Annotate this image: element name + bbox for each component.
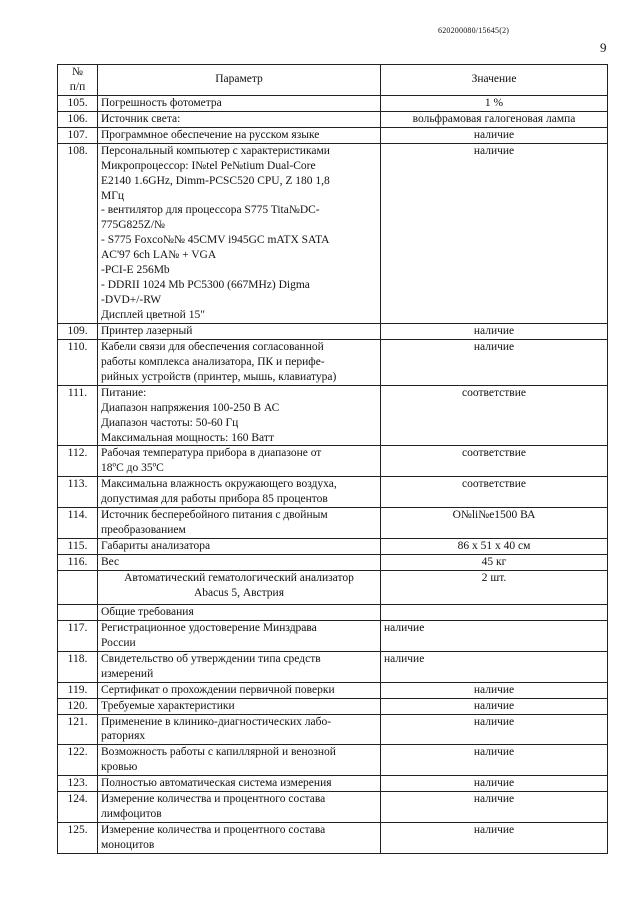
parameter-line: 18ºС до 35ºС bbox=[101, 462, 164, 475]
parameter-line: Максимальна влажность окружающего воздуха, bbox=[101, 478, 337, 491]
header-num-line1: № bbox=[72, 66, 83, 78]
spec-table bbox=[57, 64, 608, 854]
row-number: 122. bbox=[58, 745, 98, 776]
row-value: наличие bbox=[381, 776, 608, 792]
parameter-line: Персональный компьютер с характеристиками bbox=[101, 144, 330, 157]
row-value: наличие bbox=[381, 792, 608, 823]
row-parameter bbox=[98, 111, 381, 127]
row-parameter bbox=[98, 745, 381, 776]
parameter-line: Диапазон напряжения 100-250 В АС bbox=[101, 401, 280, 414]
row-parameter bbox=[98, 682, 381, 698]
row-number: 124. bbox=[58, 792, 98, 823]
parameter-line: - вентилятор для процессора S775 Tita№DC- bbox=[101, 204, 320, 217]
row-number: 113. bbox=[58, 477, 98, 508]
table-row bbox=[58, 604, 608, 620]
row-value: наличие bbox=[381, 143, 608, 323]
parameter-line: работы комплекса анализатора, ПК и перифе- bbox=[101, 355, 325, 368]
row-value: 2 шт. bbox=[381, 570, 608, 604]
table-body bbox=[58, 95, 608, 853]
row-number: 111. bbox=[58, 385, 98, 446]
table-row bbox=[58, 477, 608, 508]
row-number: 107. bbox=[58, 127, 98, 143]
row-value: 1 % bbox=[381, 95, 608, 111]
parameter-line: России bbox=[101, 636, 136, 649]
row-parameter bbox=[98, 698, 381, 714]
header-value: Значение bbox=[381, 65, 608, 96]
parameter-line: моноцитов bbox=[101, 839, 155, 851]
parameter-line: кровью bbox=[101, 761, 138, 774]
row-parameter bbox=[98, 620, 381, 651]
parameter-line: Возможность работы с капиллярной и венозной bbox=[101, 746, 336, 759]
row-number: 116. bbox=[58, 555, 98, 571]
row-value: наличие bbox=[381, 682, 608, 698]
parameter-line: Полностью автоматическая система измерения bbox=[101, 777, 332, 790]
parameter-line: Дисплей цветной 15" bbox=[101, 309, 205, 321]
parameter-line: E2140 1.6GHz, Dimm-PCSC520 CPU, Z 180 1,8 bbox=[101, 174, 330, 187]
header-num-line2: п/п bbox=[69, 80, 86, 93]
row-parameter bbox=[98, 127, 381, 143]
table-row bbox=[58, 539, 608, 555]
parameter-line: -DVD+/-RW bbox=[101, 294, 162, 307]
row-value: наличие bbox=[381, 323, 608, 339]
document-id: 620200080/15645(2) bbox=[438, 26, 510, 35]
parameter-line: Сертификат о прохождении первичной поверки bbox=[101, 683, 335, 696]
row-number: 125. bbox=[58, 823, 98, 854]
parameter-line: Рабочая температура прибора в диапазоне от bbox=[101, 447, 322, 460]
table-row bbox=[58, 792, 608, 823]
parameter-line: лимфоцитов bbox=[101, 808, 162, 821]
header-param: Параметр bbox=[98, 65, 381, 96]
parameter-line: Автоматический гематологический анализатор bbox=[124, 571, 354, 584]
parameter-line: раториях bbox=[101, 730, 146, 743]
parameter-line: Общие требования bbox=[101, 605, 194, 618]
table-row bbox=[58, 385, 608, 446]
parameter-line: AC'97 6ch LA№ + VGA bbox=[101, 249, 217, 262]
row-parameter bbox=[98, 95, 381, 111]
table-row bbox=[58, 776, 608, 792]
parameter-line: Габариты анализатора bbox=[101, 540, 211, 553]
row-value: наличие bbox=[381, 127, 608, 143]
row-value: наличие bbox=[381, 698, 608, 714]
parameter-line: Abacus 5, Австрия bbox=[194, 586, 284, 599]
table-row bbox=[58, 95, 608, 111]
row-parameter bbox=[98, 570, 381, 604]
parameter-line: Вес bbox=[101, 556, 120, 568]
row-number: 121. bbox=[58, 714, 98, 745]
row-number: 106. bbox=[58, 111, 98, 127]
table-row bbox=[58, 339, 608, 385]
row-value: наличие bbox=[381, 651, 608, 682]
table-row bbox=[58, 143, 608, 323]
table-row bbox=[58, 698, 608, 714]
parameter-line: рийных устройств (принтер, мышь, клавиатура) bbox=[101, 370, 337, 383]
table-row bbox=[58, 682, 608, 698]
row-value: наличие bbox=[381, 620, 608, 651]
row-parameter bbox=[98, 823, 381, 854]
row-value: 45 кг bbox=[381, 555, 608, 571]
row-number: 117. bbox=[58, 620, 98, 651]
table-row bbox=[58, 745, 608, 776]
row-number: 120. bbox=[58, 698, 98, 714]
row-number: 109. bbox=[58, 323, 98, 339]
parameter-line: - DDRII 1024 Mb PC5300 (667MHz) Digma bbox=[101, 279, 310, 292]
row-parameter bbox=[98, 792, 381, 823]
row-number: 112. bbox=[58, 446, 98, 477]
parameter-line: Питание: bbox=[101, 386, 147, 399]
row-number: 108. bbox=[58, 143, 98, 323]
table-row bbox=[58, 508, 608, 539]
table-row bbox=[58, 323, 608, 339]
parameter-line: Максимальная мощность: 160 Ватт bbox=[101, 431, 274, 444]
row-value: наличие bbox=[381, 714, 608, 745]
row-parameter bbox=[98, 446, 381, 477]
row-value: наличие bbox=[381, 745, 608, 776]
row-parameter bbox=[98, 385, 381, 446]
row-number bbox=[58, 604, 98, 620]
row-value: O№li№e1500 ВА bbox=[381, 508, 608, 539]
parameter-line: Кабели связи для обеспечения согласованной bbox=[101, 340, 324, 353]
table-row bbox=[58, 714, 608, 745]
page-number: 9 bbox=[600, 40, 607, 55]
parameter-line: -PCI-E 256Mb bbox=[101, 264, 170, 277]
parameter-line: Принтер лазерный bbox=[101, 324, 193, 337]
row-value: соответствие bbox=[381, 446, 608, 477]
row-number bbox=[58, 570, 98, 604]
parameter-line: Диапазон частоты: 50-60 Гц bbox=[101, 416, 239, 429]
row-parameter bbox=[98, 555, 381, 571]
parameter-line: Требуемые характеристики bbox=[101, 699, 235, 712]
row-number: 123. bbox=[58, 776, 98, 792]
parameter-line: МГц bbox=[101, 189, 125, 202]
row-value: наличие bbox=[381, 339, 608, 385]
parameter-line: Микропроцессор: I№tel Pe№tium Dual-Core bbox=[101, 159, 316, 172]
row-value: соответствие bbox=[381, 477, 608, 508]
table-row bbox=[58, 823, 608, 854]
table-row bbox=[58, 111, 608, 127]
row-number: 114. bbox=[58, 508, 98, 539]
row-number: 119. bbox=[58, 682, 98, 698]
table-row bbox=[58, 570, 608, 604]
row-parameter bbox=[98, 477, 381, 508]
table-row bbox=[58, 555, 608, 571]
row-parameter bbox=[98, 604, 381, 620]
row-value: вольфрамовая галогеновая лампа bbox=[381, 111, 608, 127]
row-parameter bbox=[98, 143, 381, 323]
parameter-line: Измерение количества и процентного состава bbox=[101, 793, 326, 806]
row-parameter bbox=[98, 508, 381, 539]
parameter-line: допустимая для работы прибора 85 процентов bbox=[101, 493, 328, 506]
row-parameter bbox=[98, 776, 381, 792]
parameter-line: Программное обеспечение на русском языке bbox=[101, 128, 320, 141]
parameter-line: Источник света: bbox=[101, 112, 181, 125]
row-parameter bbox=[98, 651, 381, 682]
table-row bbox=[58, 446, 608, 477]
row-number: 115. bbox=[58, 539, 98, 555]
parameter-line: Регистрационное удостоверение Минздрава bbox=[101, 621, 317, 634]
parameter-line: 775G825Z/№ bbox=[101, 219, 165, 232]
parameter-line: Измерение количества и процентного состава bbox=[101, 824, 326, 837]
row-value: 86 х 51 х 40 см bbox=[381, 539, 608, 555]
parameter-line: Применение в клинико-диагностических лабо- bbox=[101, 715, 332, 728]
row-number: 105. bbox=[58, 95, 98, 111]
parameter-line: Погрешность фотометра bbox=[101, 96, 222, 109]
row-parameter bbox=[98, 339, 381, 385]
row-value: соответствие bbox=[381, 385, 608, 446]
table-row bbox=[58, 651, 608, 682]
row-value bbox=[381, 604, 608, 620]
table-row bbox=[58, 127, 608, 143]
row-parameter bbox=[98, 714, 381, 745]
row-number: 110. bbox=[58, 339, 98, 385]
table-header-row bbox=[58, 65, 608, 96]
row-parameter bbox=[98, 323, 381, 339]
row-number: 118. bbox=[58, 651, 98, 682]
row-parameter bbox=[98, 539, 381, 555]
parameter-line: - S775 Foxco№№ 45CMV i945GC mATX SATA bbox=[101, 234, 330, 247]
parameter-line: измерений bbox=[101, 667, 154, 680]
parameter-line: Свидетельство об утверждении типа средств bbox=[101, 652, 321, 665]
row-value: наличие bbox=[381, 823, 608, 854]
table-row bbox=[58, 620, 608, 651]
parameter-line: преобразованием bbox=[101, 524, 186, 537]
header-num bbox=[58, 65, 98, 96]
parameter-line: Источник бесперебойного питания с двойным bbox=[101, 509, 328, 522]
